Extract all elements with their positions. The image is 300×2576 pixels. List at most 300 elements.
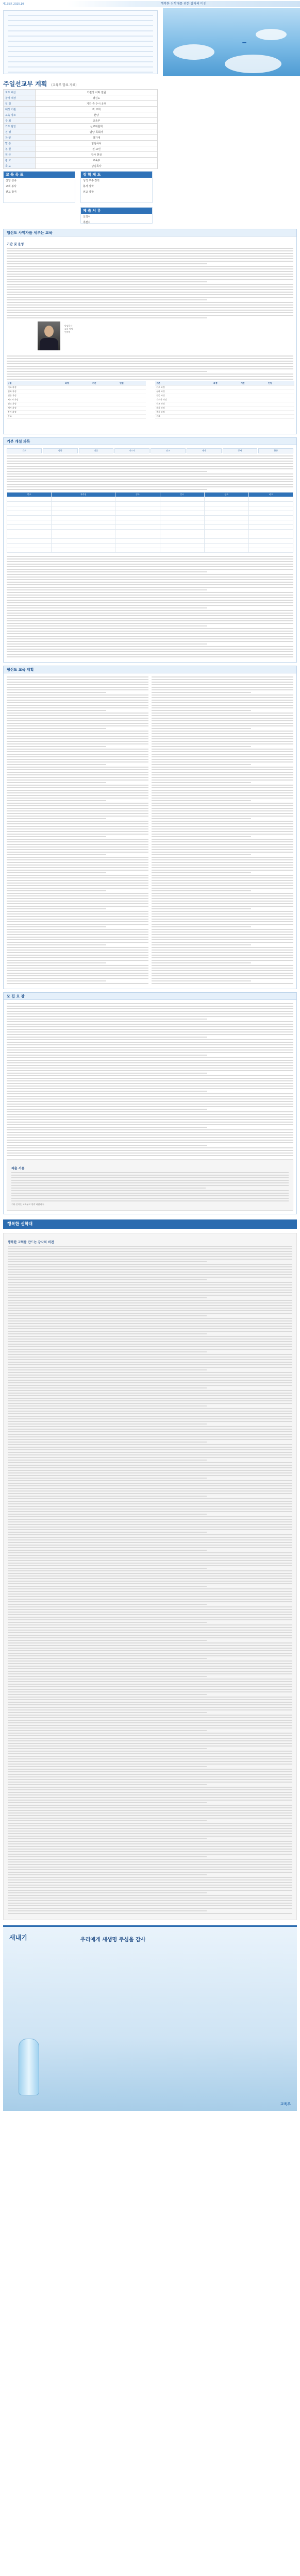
schedule-cell — [160, 511, 204, 516]
text-line — [7, 738, 148, 739]
course-tab[interactable]: 봉사 — [223, 448, 258, 453]
text-line — [8, 1617, 292, 1618]
text-line — [7, 980, 106, 981]
stats-cell — [267, 389, 294, 394]
text-line — [8, 1478, 207, 1479]
text-line — [8, 1555, 292, 1556]
text-line — [7, 859, 148, 860]
text-line — [7, 761, 148, 762]
portrait-photo — [38, 321, 60, 350]
course-tab[interactable]: 지도자 — [114, 448, 149, 453]
text-line — [8, 1897, 292, 1899]
program-row-key: 진 행 — [4, 129, 36, 135]
text-line — [7, 302, 293, 303]
text-line — [7, 304, 293, 306]
text-line — [8, 1411, 292, 1412]
text-line — [7, 1021, 293, 1022]
text-line — [152, 736, 293, 737]
course-tab[interactable]: 기초 — [7, 448, 42, 453]
text-line — [7, 787, 148, 788]
schedule-row — [7, 520, 293, 525]
text-line — [7, 610, 293, 611]
text-line — [8, 1769, 292, 1770]
text-line — [8, 1251, 292, 1252]
program-row-key: 참가 대상 — [4, 95, 36, 101]
text-line — [7, 299, 207, 300]
text-line — [7, 1106, 293, 1107]
text-line — [7, 846, 148, 848]
text-line — [8, 1658, 207, 1659]
text-line — [7, 962, 106, 963]
text-line — [7, 1140, 293, 1141]
course-tab[interactable]: 찬양 — [258, 448, 293, 453]
text-line — [8, 1591, 292, 1592]
program-row-value: 감사 헌금 — [36, 152, 158, 158]
text-line — [8, 1511, 292, 1512]
text-line — [8, 1704, 292, 1705]
text-line — [8, 1318, 292, 1319]
course-tab[interactable]: 선교 — [151, 448, 186, 453]
text-line — [7, 898, 148, 899]
text-line — [7, 618, 293, 619]
text-line — [152, 697, 293, 698]
program-row — [4, 90, 158, 95]
header-info-box — [3, 10, 158, 74]
text-line — [152, 962, 251, 963]
text-line — [8, 1575, 292, 1577]
plan-col-left — [7, 676, 148, 986]
text-line — [7, 1101, 293, 1102]
recruit-body-text — [7, 1003, 293, 1156]
text-line — [152, 738, 293, 739]
text-line — [7, 908, 106, 909]
text-line — [7, 641, 293, 642]
stats-cell — [240, 398, 267, 402]
recruit-note-right: 기타 문의는 교육부로 연락 바랍니다. — [11, 1203, 45, 1206]
text-line — [7, 1034, 293, 1035]
text-line — [152, 723, 293, 724]
text-line — [8, 1380, 292, 1381]
text-line — [8, 1872, 292, 1873]
text-line — [8, 1725, 292, 1726]
text-line — [8, 1550, 207, 1551]
schedule-cell — [204, 511, 248, 516]
text-line — [152, 841, 293, 842]
text-line — [7, 597, 293, 598]
text-line — [7, 862, 148, 863]
text-line — [152, 960, 293, 961]
text-line — [8, 1774, 292, 1775]
stats-cell — [119, 385, 146, 389]
text-line — [152, 687, 293, 688]
text-line — [152, 973, 293, 974]
goal-box-head — [4, 172, 75, 178]
schedule-cell — [52, 502, 115, 506]
text-line — [8, 1364, 292, 1365]
stats-row-label: 전문 과정 — [7, 394, 64, 398]
text-line — [7, 759, 148, 760]
text-line — [8, 1408, 292, 1409]
schedule-cell — [248, 506, 293, 511]
text-line — [8, 1372, 292, 1373]
text-line — [152, 733, 293, 734]
text-line — [7, 707, 148, 708]
schedule-cell — [248, 544, 293, 548]
text-line — [152, 906, 293, 907]
text-line — [8, 1720, 292, 1721]
text-line — [7, 772, 148, 773]
text-line — [152, 779, 293, 781]
text-line — [152, 800, 251, 801]
text-line — [8, 1745, 292, 1747]
text-line — [8, 1913, 292, 1914]
text-line — [7, 566, 293, 567]
text-line — [8, 1284, 292, 1285]
stats-row-label: 기초 과정 — [155, 385, 212, 389]
text-line — [152, 707, 293, 708]
text-line — [8, 1825, 292, 1826]
text-line — [7, 489, 207, 490]
text-line — [7, 916, 148, 917]
text-line — [8, 1506, 292, 1507]
goal-box — [3, 171, 75, 203]
documents-box — [80, 207, 153, 224]
text-line — [152, 849, 293, 850]
text-line — [8, 1851, 292, 1852]
text-line — [7, 756, 148, 757]
text-line — [7, 623, 293, 624]
schedule-cell — [52, 511, 115, 516]
text-line — [7, 743, 148, 744]
text-line — [152, 883, 293, 884]
text-line — [7, 702, 148, 703]
text-line — [8, 1308, 292, 1309]
text-line — [152, 980, 251, 981]
text-line — [7, 631, 293, 632]
schedule-cell — [7, 539, 52, 544]
text-line — [7, 728, 106, 729]
text-line — [8, 1861, 292, 1862]
program-row — [4, 135, 158, 141]
stats-head-cell: 기간 — [240, 381, 267, 385]
text-line — [8, 1557, 292, 1558]
text-line — [8, 1874, 207, 1875]
text-line — [7, 561, 293, 562]
program-row — [4, 95, 158, 101]
text-line — [7, 1124, 293, 1125]
text-line — [8, 1735, 292, 1736]
text-line — [7, 676, 148, 677]
text-line — [7, 312, 293, 313]
schedule-cell — [115, 520, 160, 525]
text-line — [7, 795, 148, 796]
text-line — [7, 1145, 207, 1146]
program-title-text: 주일선교부 계획 — [3, 80, 47, 88]
text-line — [7, 890, 106, 891]
text-line — [8, 1743, 292, 1744]
schedule-row — [7, 511, 293, 516]
text-line — [7, 289, 293, 290]
text-line — [7, 816, 148, 817]
stats-cell — [212, 414, 240, 418]
schedule-cell — [115, 548, 160, 553]
text-line — [7, 877, 148, 878]
schedule-head-cell: 일시 — [160, 493, 204, 497]
plan-section — [3, 666, 297, 989]
course-tab[interactable]: 심화 — [43, 448, 78, 453]
text-line — [7, 1134, 293, 1136]
text-line — [8, 1516, 292, 1517]
schedule-cell — [204, 516, 248, 520]
program-row — [4, 112, 158, 118]
text-line — [7, 263, 207, 264]
text-line — [7, 710, 106, 711]
stats-row-label: 봉사 과정 — [7, 410, 64, 414]
text-line — [7, 857, 148, 858]
text-line — [8, 1323, 292, 1324]
text-line — [8, 1475, 292, 1476]
text-line — [7, 1065, 293, 1066]
text-line — [152, 895, 293, 896]
text-line — [7, 1153, 293, 1154]
text-line — [7, 952, 148, 953]
program-row — [4, 141, 158, 146]
schedule-cell — [7, 516, 52, 520]
schedule-cell — [160, 539, 204, 544]
schedule-cell — [115, 502, 160, 506]
text-line — [7, 800, 106, 801]
scholarship-row: 봉사 장학 — [83, 185, 94, 188]
stats-cell — [267, 385, 294, 389]
program-row-key: 광 고 — [4, 158, 36, 163]
text-line — [152, 862, 293, 863]
text-line — [8, 1387, 207, 1388]
goal-row: 신앙 성숙 — [6, 179, 16, 182]
top-title-bar — [67, 1, 300, 7]
stats-cell — [212, 398, 240, 402]
text-line — [8, 1354, 292, 1355]
text-line — [8, 1601, 292, 1602]
text-line — [8, 1679, 292, 1680]
text-line — [7, 458, 293, 459]
text-line — [152, 857, 293, 858]
text-line — [152, 834, 293, 835]
text-line — [8, 1715, 292, 1716]
text-line — [7, 821, 148, 822]
schedule-cell — [7, 548, 52, 553]
program-row-key: 헌 금 — [4, 152, 36, 158]
stats-cell — [267, 410, 294, 414]
text-line — [7, 1016, 293, 1017]
text-line — [8, 1390, 292, 1391]
text-line — [7, 937, 148, 938]
text-line — [7, 484, 293, 485]
text-line — [7, 1024, 293, 1025]
text-line — [7, 1031, 293, 1032]
program-row-key: 주 최 — [4, 118, 36, 124]
text-line — [8, 1426, 292, 1427]
stats-cell — [212, 402, 240, 406]
text-line — [152, 731, 293, 732]
text-line — [7, 913, 148, 914]
text-line — [7, 854, 106, 855]
text-line — [8, 1264, 292, 1265]
text-line — [7, 736, 148, 737]
text-line — [7, 274, 293, 275]
schedule-cell — [160, 506, 204, 511]
text-line — [7, 689, 148, 690]
schedule-row — [7, 506, 293, 511]
text-line — [7, 268, 293, 269]
text-line — [152, 749, 293, 750]
text-line — [8, 1712, 207, 1713]
text-line — [8, 1395, 292, 1396]
schedule-row — [7, 539, 293, 544]
text-line — [7, 950, 148, 951]
text-line — [152, 919, 293, 920]
stats-cell — [91, 389, 119, 394]
text-line — [7, 276, 293, 277]
text-line — [7, 942, 148, 943]
program-row-value: 각 교회 — [36, 107, 158, 112]
text-line — [8, 1295, 292, 1296]
article-body — [3, 1233, 297, 1920]
text-line — [152, 713, 293, 714]
schedule-head-cell: 장소 — [204, 493, 248, 497]
stats-cell — [240, 414, 267, 418]
text-line — [8, 1359, 292, 1360]
text-line — [7, 481, 293, 482]
program-row-value: 담임목사 — [36, 163, 158, 169]
stats-cell — [64, 410, 91, 414]
course-tab[interactable]: 전문 — [79, 448, 114, 453]
stats-cell — [212, 410, 240, 414]
text-line — [7, 602, 293, 603]
text-line — [7, 805, 148, 806]
text-line — [152, 852, 293, 853]
text-line — [152, 756, 293, 757]
text-line — [8, 1259, 292, 1260]
text-line — [7, 595, 293, 596]
text-line — [7, 1142, 293, 1143]
text-line — [7, 713, 148, 714]
text-line — [8, 1483, 292, 1484]
text-line — [7, 1080, 293, 1081]
text-line — [152, 823, 293, 824]
text-line — [8, 1563, 292, 1564]
text-line — [152, 803, 293, 804]
text-line — [152, 939, 293, 940]
program-section — [3, 77, 297, 169]
schedule-cell — [115, 497, 160, 502]
text-line — [8, 1823, 292, 1824]
text-line — [8, 1261, 207, 1262]
text-line — [7, 1109, 207, 1110]
stats-row-label: 기초 과정 — [7, 385, 64, 389]
text-line — [8, 1709, 292, 1710]
text-line — [7, 310, 293, 311]
text-line — [8, 1277, 292, 1278]
stats-head-cell: 인원 — [119, 381, 146, 385]
text-line — [7, 1049, 293, 1050]
schedule-row — [7, 530, 293, 534]
stats-cell — [91, 410, 119, 414]
text-line — [8, 1369, 207, 1370]
text-line — [8, 1534, 292, 1535]
text-line — [8, 1341, 292, 1342]
stats-cell — [91, 394, 119, 398]
text-line — [8, 1310, 292, 1311]
stats-cell — [212, 389, 240, 394]
program-row-value: 본당 — [36, 112, 158, 118]
stats-row-label: 지도자 과정 — [7, 398, 64, 402]
text-line — [152, 746, 251, 747]
text-line — [7, 929, 148, 930]
text-line — [8, 1887, 292, 1888]
text-line — [8, 1405, 207, 1406]
stats-tables — [7, 381, 293, 431]
schedule-row — [7, 544, 293, 548]
text-line — [7, 1083, 293, 1084]
stats-cell — [64, 398, 91, 402]
text-line — [8, 1655, 292, 1656]
text-line — [8, 1542, 292, 1543]
text-line — [7, 1029, 293, 1030]
text-line — [7, 1026, 293, 1027]
text-line — [8, 1877, 292, 1878]
text-line — [7, 1055, 207, 1056]
text-line — [152, 702, 293, 703]
text-line — [7, 1078, 293, 1079]
text-line — [8, 1537, 292, 1538]
scholarship-box-head — [81, 172, 152, 178]
program-row-value: 교육부 — [36, 118, 158, 124]
text-line — [7, 764, 106, 765]
courses-body-text-2 — [7, 556, 293, 657]
text-line — [7, 785, 148, 786]
documents-area — [3, 207, 297, 226]
course-tab[interactable]: 제자 — [187, 448, 222, 453]
text-line — [8, 1282, 292, 1283]
text-line — [152, 913, 293, 914]
text-line — [7, 684, 148, 685]
text-line — [8, 1869, 292, 1870]
text-line — [8, 1570, 292, 1571]
text-line — [8, 1758, 292, 1759]
text-line — [8, 1782, 292, 1783]
text-line — [7, 1057, 293, 1058]
text-line — [8, 1890, 292, 1891]
article-title: 행복한 신학대 — [7, 1222, 33, 1226]
schedule-cell — [204, 534, 248, 539]
text-line — [8, 1328, 292, 1329]
text-line — [8, 1604, 207, 1605]
text-line — [8, 1751, 292, 1752]
text-line — [8, 1416, 292, 1417]
stats-cell — [64, 385, 91, 389]
text-line — [8, 1462, 292, 1463]
text-line — [8, 1545, 292, 1546]
text-line — [152, 865, 293, 866]
text-line — [7, 679, 148, 680]
text-line — [7, 374, 293, 375]
text-line — [7, 973, 148, 974]
text-line — [8, 1467, 292, 1468]
text-line — [7, 651, 293, 652]
text-line — [8, 1740, 292, 1741]
text-line — [8, 1856, 207, 1857]
text-line — [11, 1175, 289, 1176]
